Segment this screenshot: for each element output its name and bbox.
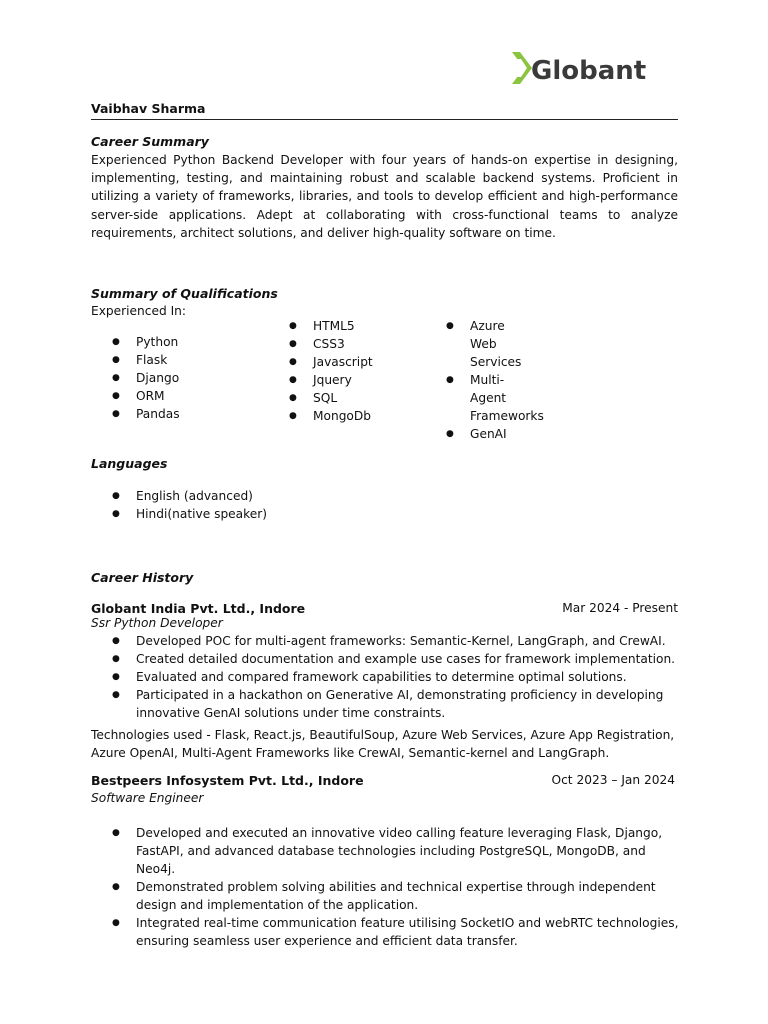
list-item: ● Developed and executed an innovative video calling feature leveraging Flask, Django, FastAPI, and advanced database technologies including PostgreSQL, MongoDB, and Neo4j. — [91, 824, 681, 878]
list-item: ● Created detailed documentation and example use cases for framework implementation. — [91, 650, 681, 668]
qualifications-column-1 — [91, 333, 261, 423]
candidate-name: Vaibhav Sharma — [91, 101, 206, 116]
job-2-company: Bestpeers Infosystem Pvt. Ltd., Indore — [91, 773, 364, 788]
logo-wordmark: Globant — [531, 56, 647, 86]
list-item: ● Integrated real-time communication feature utilising SocketIO and webRTC technologies, ensuring seamless user experience and efficient data transfer. — [91, 914, 681, 950]
job-2-role: Software Engineer — [91, 791, 204, 805]
list-item: ● ORM — [91, 387, 261, 405]
list-item: ● Javascript — [268, 353, 418, 371]
list-item: ● English (advanced) — [91, 487, 391, 505]
job-1-role: Ssr Python Developer — [91, 616, 223, 630]
list-item: ● Azure Web Services — [425, 317, 535, 371]
career-summary-heading: Career Summary — [91, 134, 209, 149]
list-item: ● SQL — [268, 389, 418, 407]
list-item: ● Pandas — [91, 405, 261, 423]
qualifications-column-2 — [268, 317, 418, 425]
job-1-technologies: Technologies used - Flask, React.js, BeautifulSoup, Azure Web Services, Azure App Registration, Azure OpenAI, Multi-Agent Frameworks like CrewAI, Semantic-kernel and LangGraph. — [91, 728, 675, 760]
job-2-bullets — [91, 824, 681, 950]
job-1-bullets — [91, 632, 681, 722]
list-item: ● HTML5 — [268, 317, 418, 335]
list-item: ● Python — [91, 333, 261, 351]
list-item: ● GenAI — [425, 425, 535, 443]
list-item: ● Evaluated and compared framework capabilities to determine optimal solutions. — [91, 668, 681, 686]
list-item: ● Demonstrated problem solving abilities and technical expertise through independent design and implementation of the application. — [91, 878, 681, 914]
list-item: ● Jquery — [268, 371, 418, 389]
career-summary-text: Experienced Python Backend Developer with four years of hands-on expertise in designing, implementing, testing, and maintaining robust and scalable backend systems. Proficient in utilizing a variety of frameworks, libraries, and tools to develop efficient and high-performance server-side applications. Adept at collaborating with cross-functional teams to analyze requirements, architect solutions, and deliver high-quality software on time. — [91, 153, 678, 240]
logo-chevron-icon — [512, 52, 532, 84]
header-divider — [91, 119, 678, 120]
qualifications-intro: Experienced In: — [91, 304, 187, 318]
languages-heading: Languages — [91, 456, 168, 471]
job-1-company: Globant India Pvt. Ltd., Indore — [91, 601, 306, 616]
globant-logo — [508, 50, 680, 86]
job-1-dates: Mar 2024 - Present — [562, 601, 678, 615]
list-item: ● MongoDb — [268, 407, 418, 425]
list-item: ● Participated in a hackathon on Generative AI, demonstrating proficiency in developing innovative GenAI solutions under time constraints. — [91, 686, 681, 722]
languages-list — [91, 487, 391, 523]
qualifications-heading: Summary of Qualifications — [91, 286, 278, 301]
list-item: ● Flask — [91, 351, 261, 369]
career-history-heading: Career History — [91, 570, 194, 585]
list-item: ● CSS3 — [268, 335, 418, 353]
job-2-dates: Oct 2023 – Jan 2024 — [551, 773, 675, 787]
list-item: ● Developed POC for multi-agent frameworks: Semantic-Kernel, LangGraph, and CrewAI. — [91, 632, 681, 650]
list-item: ● Django — [91, 369, 261, 387]
list-item: ● Multi-Agent Frameworks — [425, 371, 535, 425]
list-item: ● Hindi(native speaker) — [91, 505, 391, 523]
qualifications-column-3 — [425, 317, 544, 443]
